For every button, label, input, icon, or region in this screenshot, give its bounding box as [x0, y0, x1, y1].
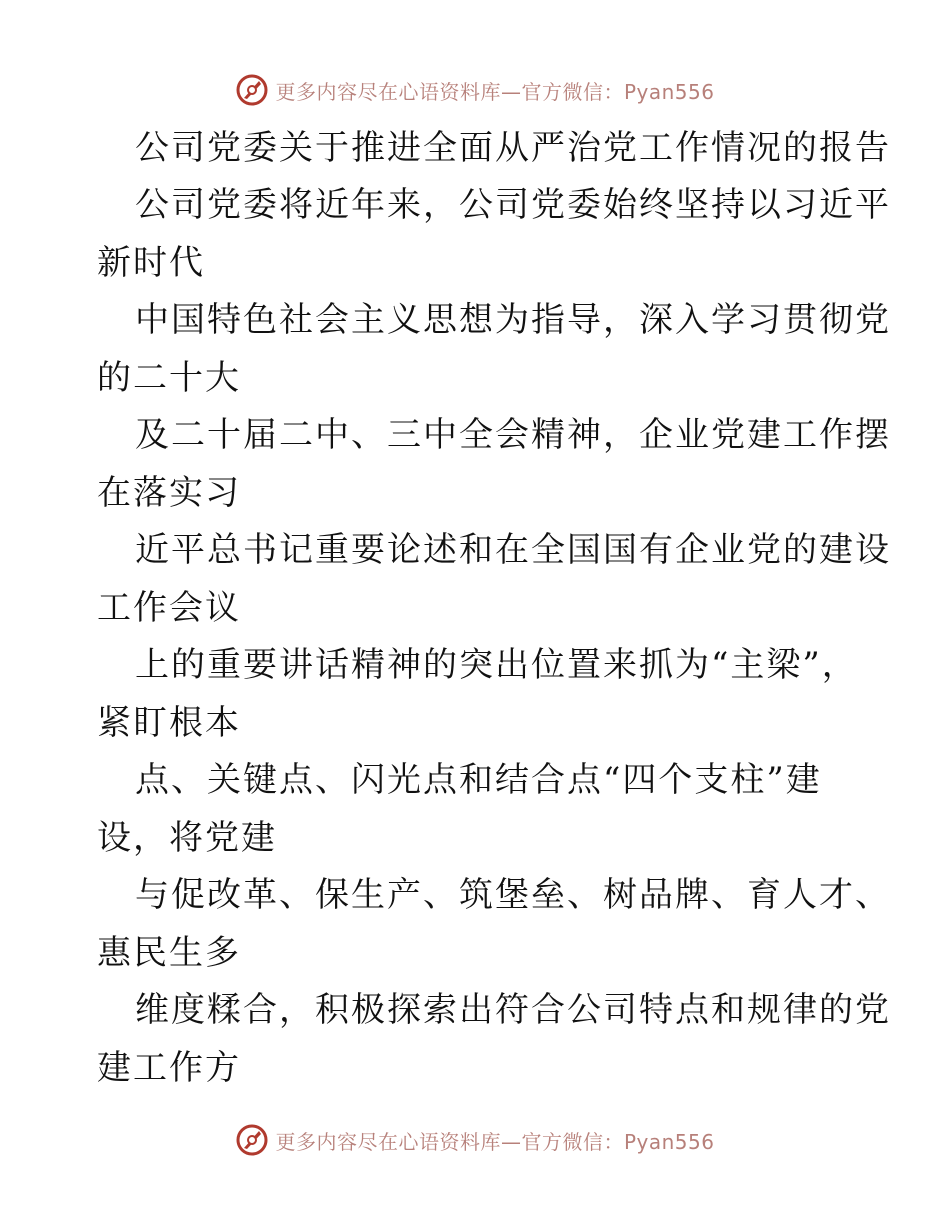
paragraph-line: 上的重要讲话精神的突出位置来抓为“主梁”， — [135, 645, 858, 685]
header-watermark — [0, 70, 950, 110]
paragraph-line: 与促改革、保生产、筑堡垒、树品牌、育人才、 — [135, 875, 891, 915]
paragraph-line: 及二十届二中、三中全会精神，企业党建工作摆 — [135, 415, 891, 455]
paragraph-line: 维度糅合，积极探索出符合公司特点和规律的党 — [135, 990, 891, 1030]
paragraph-line: 近平总书记重要论述和在全国国有企业党的建设 — [135, 530, 891, 570]
paragraph-line: 设，将党建 — [97, 818, 277, 858]
watermark-text: 更多内容尽在心语资料库—官方微信：Pyan556 — [275, 1129, 715, 1154]
document-title: 公司党委关于推进全面从严治党工作情况的报告 — [135, 128, 891, 168]
paragraph-line: 工作会议 — [97, 588, 241, 628]
quill-seal-logo-icon — [235, 73, 269, 107]
paragraph-line: 中国特色社会主义思想为指导，深入学习贯彻党 — [135, 300, 891, 340]
paragraph-line: 在落实习 — [97, 473, 241, 513]
paragraph-line: 公司党委将近年来，公司党委始终坚持以习近平 — [135, 185, 891, 225]
paragraph-line: 的二十大 — [97, 358, 241, 398]
paragraph-line: 惠民生多 — [97, 933, 241, 973]
watermark-text: 更多内容尽在心语资料库—官方微信：Pyan556 — [275, 79, 715, 104]
paragraph-line: 新时代 — [97, 243, 205, 283]
paragraph-line: 建工作方 — [97, 1048, 241, 1088]
quill-seal-logo-icon — [235, 1123, 269, 1157]
footer-watermark — [0, 1120, 950, 1160]
paragraph-line: 点、关键点、闪光点和结合点“四个支柱”建 — [135, 760, 822, 800]
paragraph-line: 紧盯根本 — [97, 703, 241, 743]
